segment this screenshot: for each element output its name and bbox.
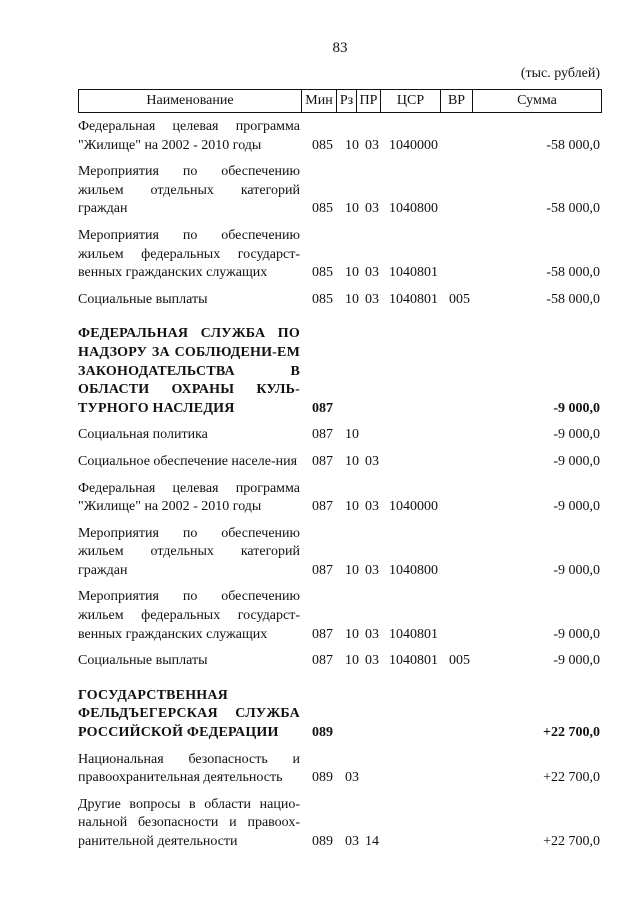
cell-min: 089 bbox=[312, 834, 333, 849]
cell-vr bbox=[449, 264, 481, 283]
cell-sum: -9 000,0 bbox=[553, 626, 600, 642]
row-name: Другие вопросы в области нацио-нальной безопасности и правоох-ранительной деятельности bbox=[78, 796, 300, 849]
table-row bbox=[78, 291, 602, 310]
section-row bbox=[78, 687, 602, 743]
row-name: Социальные выплаты bbox=[78, 291, 208, 307]
cell-sum: -9 000,0 bbox=[553, 453, 600, 469]
cell-sum: -9 000,0 bbox=[553, 653, 600, 669]
cell-min: 085 bbox=[312, 201, 333, 217]
cell-vr bbox=[449, 833, 481, 852]
header-min: Мин bbox=[302, 90, 337, 112]
row-name: Мероприятия по обеспечению жильем федеральных государст-венных гражданских служащих bbox=[78, 227, 300, 281]
cell-vr bbox=[449, 498, 481, 517]
table-row bbox=[78, 426, 602, 445]
cell-sum: +22 700,0 bbox=[543, 834, 600, 849]
row-name: Федеральная целевая программа "Жилище" на 2002 - 2010 годы bbox=[78, 480, 300, 515]
row-name: Федеральная целевая программа "Жилище" на 2002 - 2010 годы bbox=[78, 119, 300, 153]
row-codes bbox=[300, 200, 602, 219]
cell-min: 087 bbox=[312, 499, 333, 515]
cell-csr: 1040000 bbox=[389, 137, 438, 153]
row-codes bbox=[300, 498, 602, 517]
cell-csr: 1040801 bbox=[389, 626, 438, 642]
cell-csr bbox=[389, 833, 449, 852]
cell-sum: -58 000,0 bbox=[546, 265, 600, 281]
row-codes bbox=[300, 724, 602, 743]
row-name: Социальные выплаты bbox=[78, 653, 208, 669]
cell-pr: 03 bbox=[365, 291, 379, 307]
page-number: 83 bbox=[332, 40, 348, 56]
row-codes bbox=[300, 426, 602, 445]
row-codes bbox=[300, 264, 602, 283]
header-rz: Рз bbox=[337, 90, 357, 112]
cell-vr bbox=[449, 453, 481, 472]
table-row bbox=[78, 480, 602, 517]
row-codes bbox=[300, 453, 602, 472]
cell-sum: -58 000,0 bbox=[546, 291, 600, 307]
row-codes bbox=[300, 652, 602, 671]
cell-vr: 005 bbox=[449, 653, 470, 669]
row-codes bbox=[300, 400, 602, 419]
cell-rz: 10 bbox=[345, 499, 359, 515]
cell-pr bbox=[365, 769, 389, 788]
cell-csr: 1040801 bbox=[389, 265, 438, 281]
cell-sum: -58 000,0 bbox=[546, 201, 600, 217]
row-codes bbox=[300, 626, 602, 645]
cell-pr: 03 bbox=[365, 499, 379, 515]
section-row bbox=[78, 325, 602, 418]
cell-sum: +22 700,0 bbox=[543, 725, 600, 741]
row-name: Национальная безопасность и правоохранительная деятельность bbox=[78, 751, 300, 786]
row-name: Мероприятия по обеспечению жильем отдельных категорий граждан bbox=[78, 164, 300, 217]
budget-table-body bbox=[78, 118, 602, 854]
cell-sum: -58 000,0 bbox=[546, 137, 600, 153]
cell-sum: -9 000,0 bbox=[553, 400, 600, 416]
row-name: Социальное обеспечение населе-ния bbox=[78, 453, 298, 469]
row-codes bbox=[300, 562, 602, 581]
table-row bbox=[78, 163, 602, 219]
cell-rz: 10 bbox=[345, 291, 359, 307]
cell-pr: 03 bbox=[365, 653, 379, 669]
cell-pr: 14 bbox=[365, 834, 379, 849]
cell-vr bbox=[449, 724, 481, 743]
row-name: Мероприятия по обеспечению жильем федеральных государст-венных гражданских служащих bbox=[78, 589, 300, 642]
cell-vr bbox=[449, 562, 481, 581]
cell-csr bbox=[389, 400, 449, 419]
cell-rz: 10 bbox=[345, 265, 359, 281]
cell-min: 089 bbox=[312, 725, 333, 741]
cell-pr: 03 bbox=[365, 626, 379, 642]
cell-csr bbox=[389, 724, 449, 743]
cell-pr: 03 bbox=[365, 137, 379, 153]
cell-pr: 03 bbox=[365, 562, 379, 578]
cell-csr: 1040800 bbox=[389, 201, 438, 217]
table-header bbox=[78, 89, 602, 113]
header-vr: ВР bbox=[441, 90, 473, 112]
cell-pr: 03 bbox=[365, 265, 379, 281]
table-row bbox=[78, 118, 602, 155]
units-label: (тыс. рублей) bbox=[520, 66, 600, 81]
cell-sum: -9 000,0 bbox=[553, 499, 600, 515]
row-name: ФЕДЕРАЛЬНАЯ СЛУЖБА ПО НАДЗОРУ ЗА СОБЛЮДЕНИ-ЕМ ЗАКОНОДАТЕЛЬСТВА В ОБЛАСТИ ОХРАНЫ КУЛЬ-ТУРНОГО НАСЛЕДИЯ bbox=[78, 326, 300, 416]
table-row bbox=[78, 652, 602, 671]
cell-pr bbox=[365, 724, 389, 743]
cell-sum: +22 700,0 bbox=[543, 770, 600, 786]
cell-rz bbox=[345, 400, 365, 419]
cell-sum: -9 000,0 bbox=[553, 427, 600, 443]
cell-rz: 03 bbox=[345, 834, 359, 849]
cell-vr bbox=[449, 137, 481, 156]
cell-sum: -9 000,0 bbox=[553, 562, 600, 578]
header-sum: Сумма bbox=[517, 93, 557, 108]
header-csr: ЦСР bbox=[381, 90, 441, 112]
cell-csr bbox=[389, 453, 449, 472]
cell-min: 087 bbox=[312, 400, 333, 416]
row-codes bbox=[300, 137, 602, 156]
cell-rz: 03 bbox=[345, 770, 359, 786]
cell-rz bbox=[345, 724, 365, 743]
cell-pr bbox=[365, 400, 389, 419]
table-row bbox=[78, 525, 602, 581]
cell-min: 085 bbox=[312, 265, 333, 281]
row-codes bbox=[300, 833, 602, 852]
cell-min: 087 bbox=[312, 427, 333, 443]
row-name: Социальная политика bbox=[78, 427, 208, 443]
cell-rz: 10 bbox=[345, 626, 359, 642]
cell-vr bbox=[449, 626, 481, 645]
cell-rz: 10 bbox=[345, 137, 359, 153]
cell-pr: 03 bbox=[365, 201, 379, 217]
cell-vr bbox=[449, 769, 481, 788]
cell-csr: 1040000 bbox=[389, 499, 438, 515]
table-row bbox=[78, 227, 602, 283]
cell-csr: 1040801 bbox=[389, 653, 438, 669]
header-name: Наименование bbox=[79, 90, 302, 112]
table-row bbox=[78, 796, 602, 852]
cell-csr bbox=[389, 769, 449, 788]
cell-min: 089 bbox=[312, 770, 333, 786]
cell-pr: 03 bbox=[365, 453, 379, 469]
cell-rz: 10 bbox=[345, 201, 359, 217]
cell-vr bbox=[449, 400, 481, 419]
cell-min: 087 bbox=[312, 653, 333, 669]
header-pr: ПР bbox=[357, 90, 381, 112]
row-name: Мероприятия по обеспечению жильем отдельных категорий граждан bbox=[78, 525, 300, 578]
row-codes bbox=[300, 291, 602, 310]
cell-csr bbox=[389, 426, 449, 445]
table-row bbox=[78, 453, 602, 472]
cell-rz: 10 bbox=[345, 453, 359, 469]
cell-min: 085 bbox=[312, 137, 333, 153]
cell-rz: 10 bbox=[345, 427, 359, 443]
cell-min: 087 bbox=[312, 453, 333, 469]
cell-vr bbox=[449, 200, 481, 219]
cell-rz: 10 bbox=[345, 562, 359, 578]
cell-csr: 1040800 bbox=[389, 562, 438, 578]
cell-min: 085 bbox=[312, 291, 333, 307]
table-row bbox=[78, 751, 602, 788]
cell-min: 087 bbox=[312, 562, 333, 578]
cell-vr bbox=[449, 426, 481, 445]
cell-vr: 005 bbox=[449, 291, 470, 307]
cell-rz: 10 bbox=[345, 653, 359, 669]
cell-csr: 1040801 bbox=[389, 291, 438, 307]
row-codes bbox=[300, 769, 602, 788]
cell-min: 087 bbox=[312, 626, 333, 642]
cell-pr bbox=[365, 426, 389, 445]
row-name: ГОСУДАРСТВЕННАЯ ФЕЛЬДЪЕГЕРСКАЯ СЛУЖБА РОССИЙСКОЙ ФЕДЕРАЦИИ bbox=[78, 687, 300, 741]
table-row bbox=[78, 588, 602, 644]
